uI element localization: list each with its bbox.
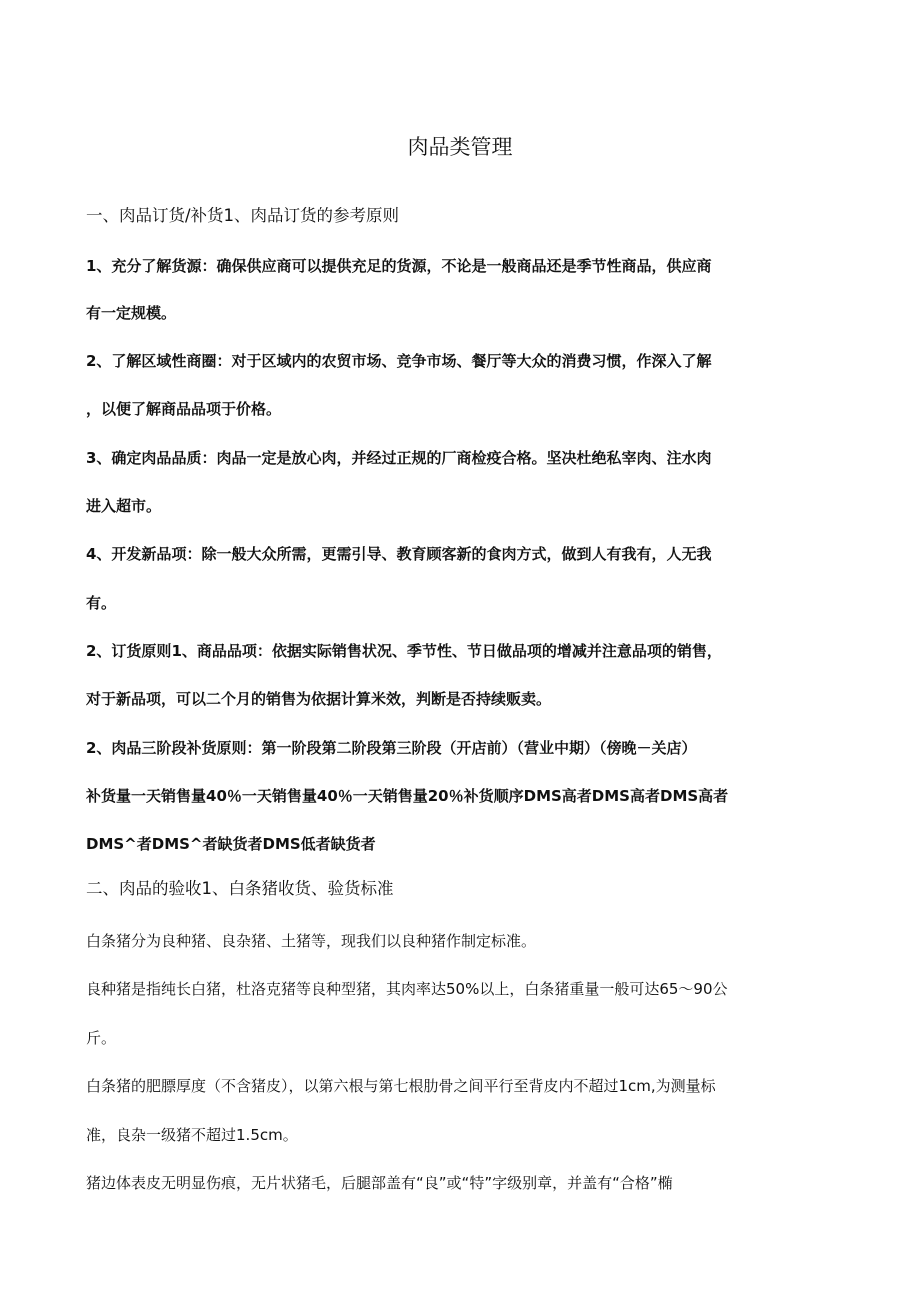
paragraph-line: 良种猪是指纯长白猪，杜洛克猪等良种型猪，其肉率达50%以上，白条猪重量一般可达65～90公 [86, 980, 728, 998]
paragraph-line: 1、充分了解货源：确保供应商可以提供充足的货源，不论是一般商品还是季节性商品，供应商 [86, 257, 712, 275]
paragraph-line: 准，良杂一级猪不超过1.5cm。 [86, 1126, 298, 1144]
paragraph-line: 白条猪的肥膘厚度（不含猪皮），以第六根与第七根肋骨之间平行至背皮内不超过1cm,为测量标 [86, 1077, 716, 1095]
paragraph-line: 有。 [86, 594, 117, 612]
page-title: 肉品类管理 [407, 135, 513, 159]
paragraph-line: 斤。 [86, 1029, 117, 1047]
paragraph-line: 2、肉品三阶段补货原则：第一阶段第二阶段第三阶段（开店前）（营业中期）（傍晚－关店） [86, 739, 697, 757]
paragraph-line: 猪边体表皮无明显伤痕，无片状猪毛，后腿部盖有“良”或“特”字级别章，并盖有“合格”椭 [86, 1174, 673, 1192]
paragraph-line: ，以便了解商品品项于价格。 [86, 400, 282, 418]
paragraph-line: 补货量一天销售量40％一天销售量40％一天销售量20％补货顺序DMS高者DMS高者DMS高者 [86, 787, 729, 805]
section-heading-inspection: 二、肉品的验收1、白条猪收货、验货标准 [86, 879, 394, 898]
paragraph-line: 3、确定肉品品质：肉品一定是放心肉，并经过正规的厂商检疫合格。坚决杜绝私宰肉、注水肉 [86, 449, 712, 467]
paragraph-line: DMS^者DMS^者缺货者DMS低者缺货者 [86, 835, 376, 853]
paragraph-line: 白条猪分为良种猪、良杂猪、土猪等，现我们以良种猪作制定标准。 [86, 932, 537, 950]
section-heading-ordering: 一、肉品订货/补货1、肉品订货的参考原则 [86, 206, 400, 225]
paragraph-line: 2、了解区域性商圈：对于区域内的农贸市场、竞争市场、餐厅等大众的消费习惯，作深入了解 [86, 352, 712, 370]
paragraph-line: 对于新品项，可以二个月的销售为依据计算米效，判断是否持续贩卖。 [86, 690, 552, 708]
paragraph-line: 进入超市。 [86, 497, 162, 515]
paragraph-line: 有一定规模。 [86, 304, 177, 322]
paragraph-line: 4、开发新品项：除一般大众所需，更需引导、教育顾客新的食肉方式，做到人有我有，人无我 [86, 545, 712, 563]
paragraph-line: 2、订货原则1、商品品项：依据实际销售状况、季节性、节日做品项的增减并注意品项的销售， [86, 642, 722, 660]
